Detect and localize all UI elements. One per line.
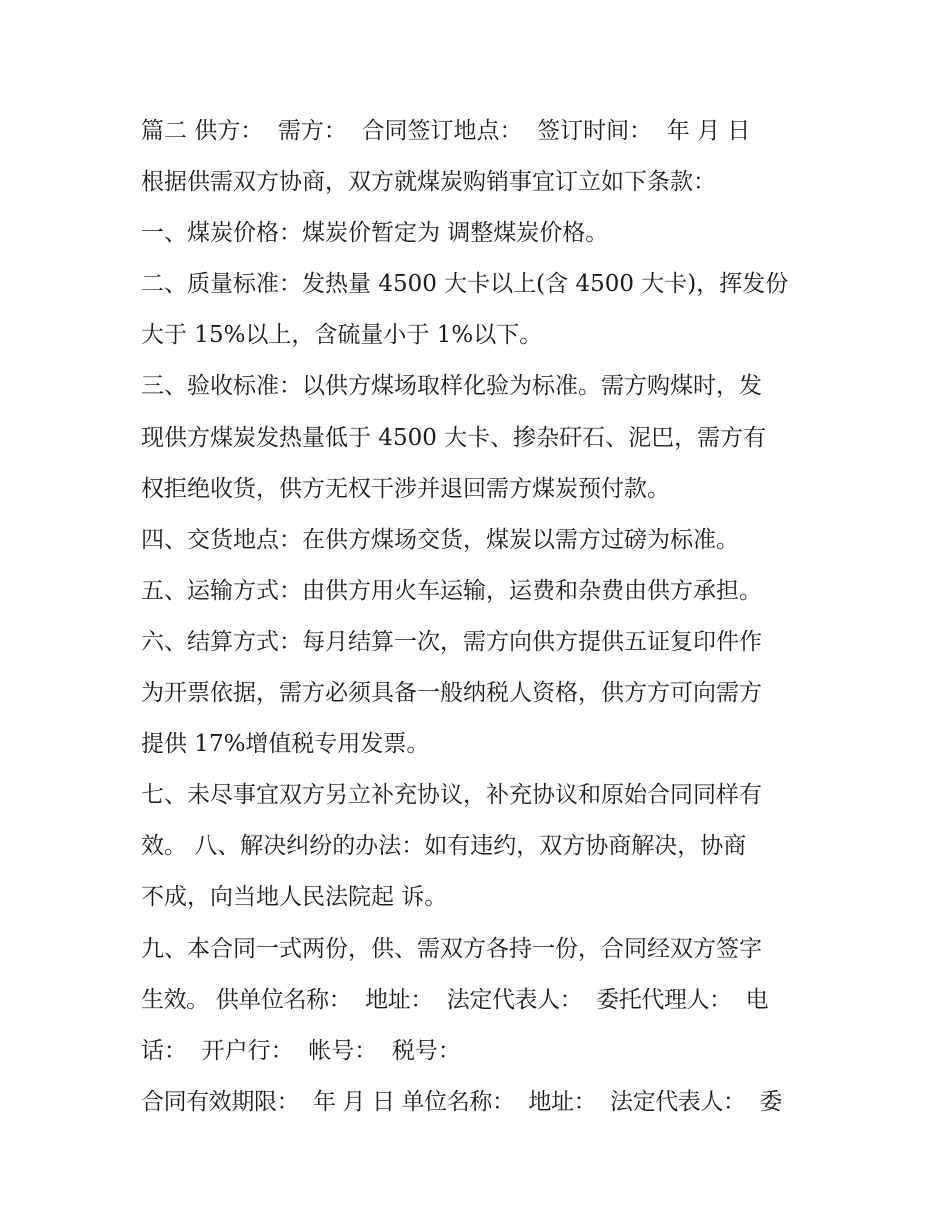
- text-line: 四、交货地点：在供方煤场交货，煤炭以需方过磅为标准。: [141, 526, 739, 553]
- text-line: 不成，向当地人民法院起 诉。: [141, 884, 448, 911]
- text-line: 生效。 供单位名称： 地址： 法定代表人： 委托代理人： 电: [141, 986, 769, 1013]
- text-line: 提供 17%增值税专用发票。: [141, 731, 430, 758]
- text-line: 三、验收标准：以供方煤场取样化验为标准。需方购煤时，发: [141, 373, 762, 400]
- text-line: 篇二 供方： 需方： 合同签订地点： 签订时间： 年 月 日: [141, 118, 751, 144]
- text-line: 六、结算方式：每月结算一次，需方向供方提供五证复印件作: [141, 628, 762, 655]
- text-line: 为开票依据，需方必须具备一般纳税人资格，供方方可向需方: [141, 680, 762, 707]
- text-line: 九、本合同一式两份，供、需双方各持一份，合同经双方签字: [141, 935, 762, 962]
- text-line: 二、质量标准：发热量 4500 大卡以上(含 4500 大卡)，挥发份: [141, 271, 789, 298]
- text-line: 话： 开户行： 帐号： 税号：: [141, 1037, 461, 1064]
- text-line: 现供方煤炭发热量低于 4500 大卡、掺杂矸石、泥巴，需方有: [141, 424, 767, 451]
- contract-body: [141, 106, 821, 1128]
- text-line: 根据供需双方协商，双方就煤炭购销事宜订立如下条款：: [141, 169, 716, 196]
- text-line: 权拒绝收货，供方无权干涉并退回需方煤炭预付款。: [141, 475, 670, 502]
- text-line: 七、未尽事宜双方另立补充协议，补充协议和原始合同同样有: [141, 782, 762, 809]
- text-line: 效。 八、解决纠纷的办法：如有违约，双方协商解决，协商: [141, 833, 747, 860]
- text-line: 合同有效期限： 年 月 日 单位名称： 地址： 法定代表人： 委: [141, 1088, 783, 1115]
- text-line: 一、煤炭价格：煤炭价暂定为 调整煤炭价格。: [141, 220, 609, 247]
- text-line: 五、运输方式：由供方用火车运输，运费和杂费由供方承担。: [141, 577, 762, 604]
- text-line: 大于 15%以上，含硫量小于 1%以下。: [141, 322, 543, 349]
